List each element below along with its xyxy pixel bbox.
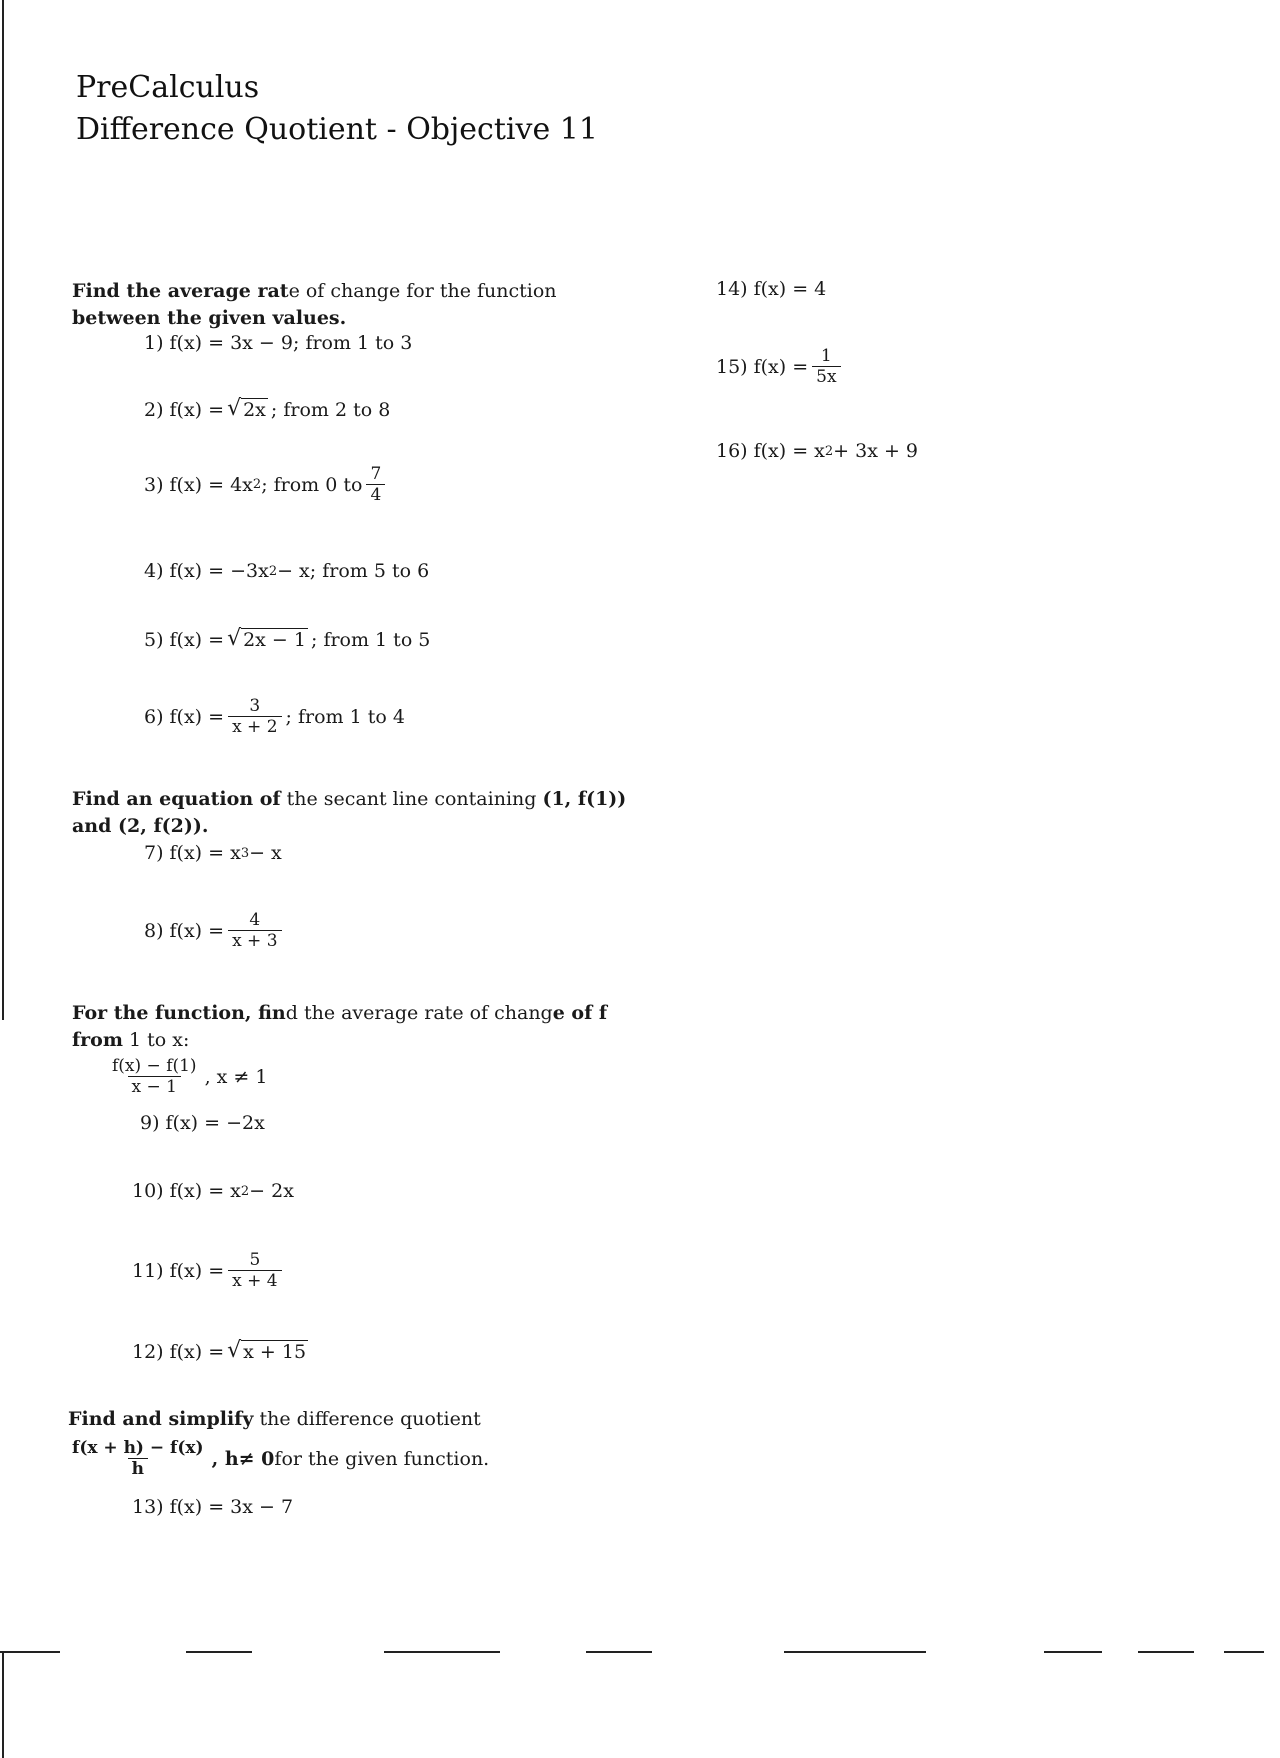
page-rule: [784, 1651, 926, 1653]
page-rule: [586, 1651, 652, 1653]
page-rule: [384, 1651, 500, 1653]
page-title: Difference Quotient - Objective 11: [76, 112, 598, 147]
function-expression-rest: − x;: [277, 560, 317, 582]
instruction-bold: Find an equation of: [72, 788, 281, 810]
fraction: [366, 464, 385, 505]
denominator: 4: [366, 484, 385, 505]
radicand: x + 15: [243, 1341, 307, 1363]
interval-text: from 5 to 6: [322, 560, 430, 582]
function-expression: f(x) = 3x − 9;: [169, 332, 300, 354]
problem-number: 4): [144, 560, 164, 582]
denominator: x − 1: [128, 1076, 181, 1097]
exponent: 2: [268, 563, 278, 579]
function-expression: f(x) =: [753, 355, 809, 378]
instruction-bold: (1, f(1)) and (2, f(2)).: [72, 788, 627, 837]
instruction-bold: For the function, fin: [72, 1002, 286, 1024]
interval-text: ; from 0 to: [261, 473, 363, 496]
function-expression: f(x) =: [169, 398, 225, 421]
fraction: [68, 1438, 208, 1479]
denominator: h: [128, 1458, 148, 1479]
function-expression-rest: − x: [249, 842, 282, 864]
problem-number: 5): [144, 628, 164, 651]
function-expression: f(x) = x: [169, 1180, 241, 1202]
problem-number: 11): [132, 1259, 164, 1282]
formula-tail: for the given function.: [274, 1447, 490, 1470]
problem-number: 10): [132, 1180, 164, 1202]
page-rule: [1138, 1651, 1194, 1653]
radicand: 2x: [243, 399, 266, 421]
instruction-bold: Find and simplify: [68, 1408, 254, 1430]
scan-edge-line: [2, 0, 4, 1020]
square-root: √ x + 15: [227, 1338, 307, 1363]
fraction: [228, 1250, 281, 1291]
problem-number: 14): [716, 278, 748, 300]
problem-9: [140, 1112, 265, 1134]
problem-6: [144, 696, 405, 737]
exponent: 3: [240, 845, 250, 861]
problem-number: 3): [144, 473, 164, 496]
section-instruction: [72, 1000, 632, 1054]
function-expression: f(x) =: [169, 705, 225, 728]
problem-number: 12): [132, 1340, 164, 1363]
problem-16: [716, 440, 918, 462]
function-expression: f(x) = 3x − 7: [169, 1496, 294, 1518]
page-rule: [186, 1651, 252, 1653]
problem-number: 9): [140, 1112, 160, 1134]
scan-edge-line: [2, 1651, 4, 1758]
problem-11: [132, 1250, 286, 1291]
problem-5: [144, 628, 430, 651]
function-expression: f(x) = −3x: [169, 560, 269, 582]
numerator: 1: [820, 346, 832, 366]
function-expression: f(x) = x: [753, 440, 825, 462]
average-rate-formula: [104, 1056, 267, 1097]
instruction-bold: e of f from: [72, 1002, 608, 1051]
numerator: 7: [370, 464, 382, 484]
problem-13: [132, 1496, 293, 1518]
problem-12: [132, 1340, 311, 1363]
instruction-text: e of change for the function: [288, 280, 557, 302]
denominator: x + 3: [228, 930, 281, 951]
numerator: 4: [249, 910, 261, 930]
course-name: PreCalculus: [76, 70, 260, 105]
numerator: f(x) − f(1): [112, 1056, 197, 1076]
denominator: 5x: [812, 366, 840, 387]
square-root: √ 2x: [227, 396, 266, 421]
fraction: [228, 696, 281, 737]
denominator: x + 2: [228, 716, 281, 737]
instruction-text: 1 to x:: [122, 1029, 190, 1051]
interval-text: ; from 2 to 8: [270, 398, 391, 421]
problem-7: [144, 842, 282, 864]
interval-text: ; from 1 to 4: [285, 705, 405, 728]
interval-text: ; from 1 to 5: [311, 628, 431, 651]
radicand: 2x − 1: [243, 629, 306, 651]
page-rule: [1044, 1651, 1102, 1653]
function-expression: f(x) = 4x: [169, 473, 253, 496]
fraction: [228, 910, 281, 951]
function-expression: f(x) =: [169, 1259, 225, 1282]
section-instruction: [68, 1406, 628, 1433]
instruction-text: the secant line containing: [280, 788, 543, 810]
problem-15: [716, 346, 845, 387]
function-expression: f(x) = x: [169, 842, 241, 864]
fraction: [108, 1056, 201, 1097]
function-expression: f(x) = 4: [753, 278, 827, 300]
exponent: 2: [824, 443, 834, 459]
interval-text: from 1 to 3: [305, 332, 413, 354]
problem-number: 15): [716, 355, 748, 378]
instruction-bold: Find the average rat: [72, 280, 289, 302]
problem-14: [716, 278, 826, 300]
function-expression: f(x) =: [169, 1340, 225, 1363]
problem-number: 1): [144, 332, 164, 354]
exponent: 2: [240, 1183, 250, 1199]
numerator: 3: [249, 696, 261, 716]
problem-number: 13): [132, 1496, 164, 1518]
formula-condition: , h≠ 0: [211, 1447, 275, 1470]
square-root: √ 2x − 1: [227, 626, 306, 651]
function-expression-rest: − 2x: [249, 1180, 294, 1202]
page-rule: [1224, 1651, 1264, 1653]
section-instruction: [72, 278, 632, 332]
problem-number: 16): [716, 440, 748, 462]
problem-8: [144, 910, 286, 951]
function-expression: f(x) = −2x: [165, 1112, 265, 1134]
denominator: x + 4: [228, 1270, 281, 1291]
instruction-text: d the average rate of chang: [285, 1002, 553, 1024]
instruction-bold: between the given values.: [72, 307, 347, 329]
function-expression: f(x) =: [169, 919, 225, 942]
exponent: 2: [252, 477, 262, 492]
function-expression: f(x) =: [169, 628, 225, 651]
problem-2: [144, 398, 390, 421]
instruction-text: the difference quotient: [253, 1408, 481, 1430]
formula-condition: , x ≠ 1: [204, 1065, 268, 1088]
problem-3: [144, 464, 389, 505]
problem-number: 2): [144, 398, 164, 421]
problem-number: 6): [144, 705, 164, 728]
problem-1: [144, 332, 412, 354]
numerator: f(x + h) − f(x): [72, 1438, 204, 1458]
problem-4: [144, 560, 429, 582]
problem-number: 7): [144, 842, 164, 864]
difference-quotient-formula: [64, 1438, 489, 1479]
function-expression-rest: + 3x + 9: [833, 440, 919, 462]
page-rule: [0, 1651, 60, 1653]
problem-10: [132, 1180, 294, 1202]
section-instruction: [72, 786, 632, 840]
problem-number: 8): [144, 919, 164, 942]
fraction: [812, 346, 840, 387]
numerator: 5: [249, 1250, 261, 1270]
